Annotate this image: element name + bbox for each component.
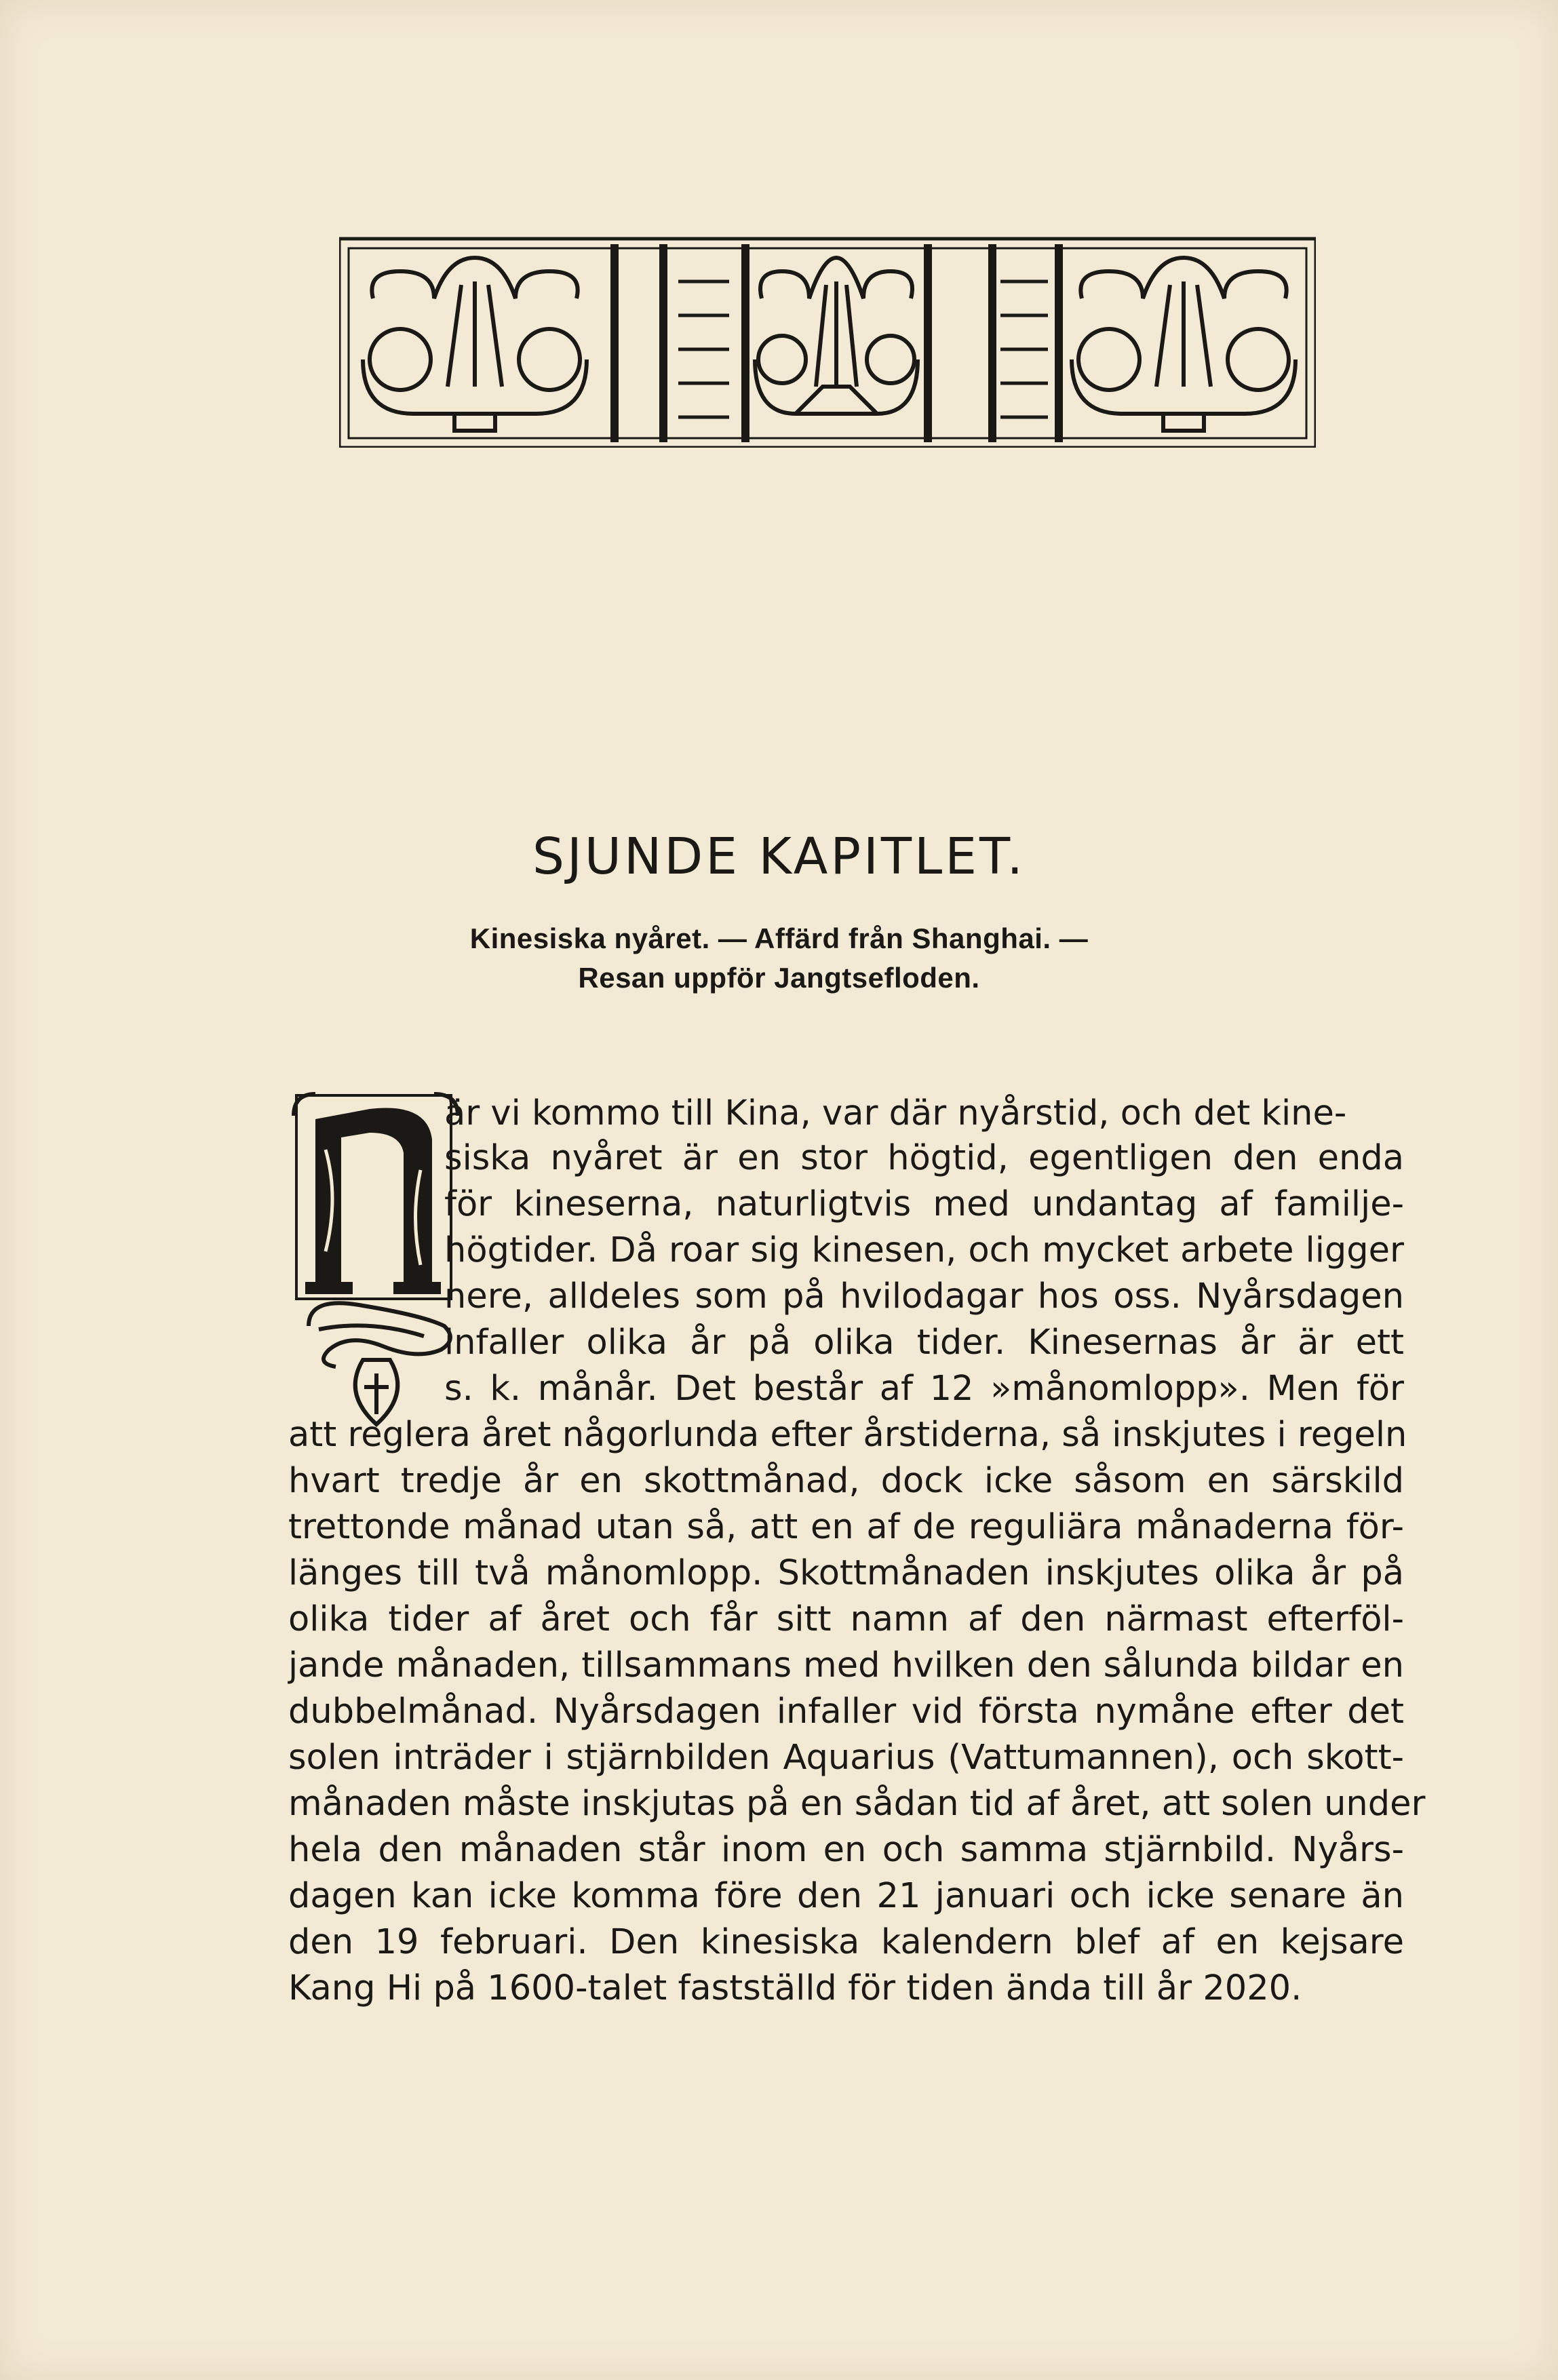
body-line-7: s. k. månår. Det består af 12 »månomlopp». Men för xyxy=(444,1369,1404,1409)
body-line-11: länges till två månomlopp. Skottmånaden inskjutes olika år på xyxy=(288,1553,1404,1593)
body-line-9: hvart tredje år en skottmånad, dock icke såsom en särskild xyxy=(288,1461,1404,1501)
chapter-title: SJUNDE KAPITLET. xyxy=(532,827,1026,886)
body-line-14: dubbelmånad. Nyårsdagen infaller vid första nymåne efter det xyxy=(288,1692,1404,1732)
body-line-15: solen inträder i stjärnbilden Aquarius (Vattumannen), och skott- xyxy=(288,1738,1404,1778)
body-line-2: siska nyåret är en stor högtid, egentligen den enda xyxy=(444,1138,1404,1178)
body-line-19: den 19 februari. Den kinesiska kalendern blef af en kejsare xyxy=(288,1922,1404,1962)
chapter-subtitle-line-2: Resan uppför Jangtsefloden. xyxy=(578,962,980,994)
body-line-3: för kineserna, naturligtvis med undantag af familje- xyxy=(444,1184,1404,1224)
chapter-subtitle-line-1: Kinesiska nyåret. — Affärd från Shanghai. — xyxy=(469,922,1089,954)
body-line-13: jande månaden, tillsammans med hvilken den sålunda bildar en xyxy=(288,1645,1404,1685)
body-line-6: infaller olika år på olika tider. Kinesernas år är ett xyxy=(444,1323,1404,1363)
body-line-5: nere, alldeles som på hvilodagar hos oss. Nyårsdagen xyxy=(444,1276,1404,1316)
body-line-12: olika tider af året och får sitt namn af den närmast efterföl- xyxy=(288,1599,1404,1639)
body-line-17: hela den månaden står inom en och samma stjärnbild. Nyårs- xyxy=(288,1830,1404,1870)
header-ornament-icon xyxy=(339,224,1316,448)
body-line-1: är vi kommo till Kina, var där nyårstid, och det kine- xyxy=(444,1093,1347,1133)
body-line-18: dagen kan icke komma före den 21 januari och icke senare än xyxy=(288,1876,1404,1916)
body-line-4: högtider. Då roar sig kinesen, och mycket arbete ligger xyxy=(444,1230,1404,1270)
body-line-16: månaden måste inskjutas på en sådan tid af året, att solen under xyxy=(288,1784,1426,1824)
body-line-8: att reglera året någorlunda efter årstiderna, så inskjutes i regeln xyxy=(288,1415,1407,1455)
body-line-10: trettonde månad utan så, att en af de reguliära månaderna för- xyxy=(288,1507,1404,1547)
drop-cap-n-icon xyxy=(288,1089,461,1435)
body-line-20: Kang Hi på 1600-talet fastställd för tiden ända till år 2020. xyxy=(288,1968,1302,2008)
